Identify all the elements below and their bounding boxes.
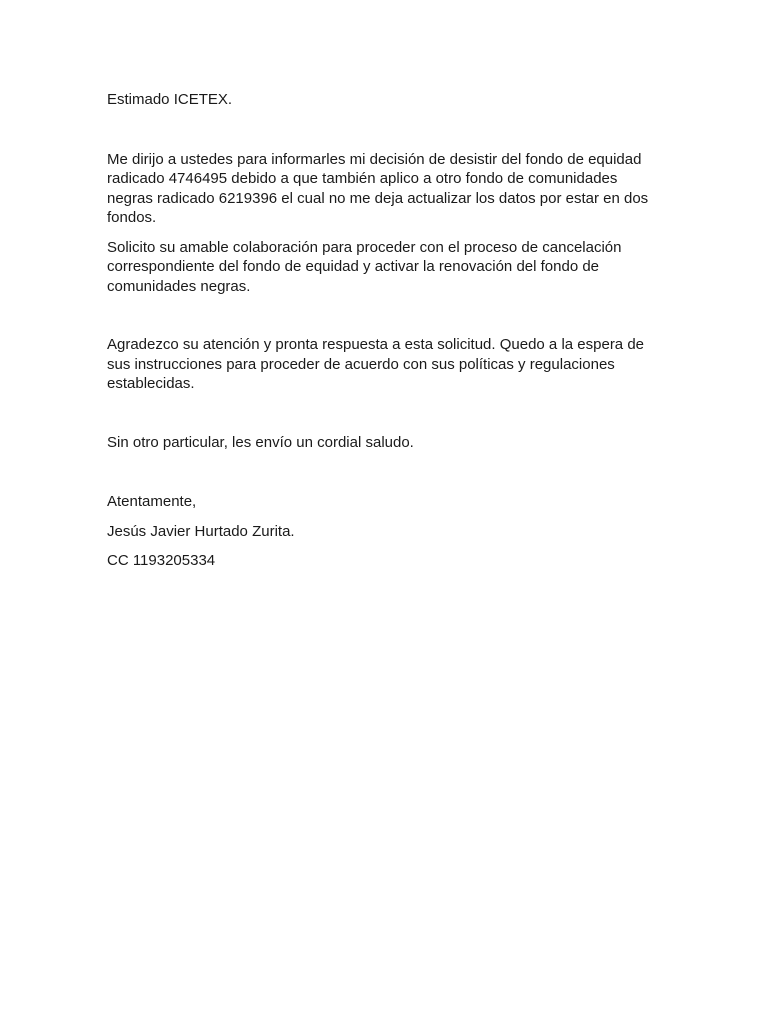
letter-paragraph-1: Me dirijo a ustedes para informarles mi decisión de desistir del fondo de equidad radicado 4746495 debido a que también aplico a otro fondo de comunidades negras radicado 6219396 el cual no me deja actualizar los datos por estar en dos fondos. bbox=[107, 150, 649, 226]
letter-sign-off: Atentamente, bbox=[107, 493, 197, 510]
letter-closing-line: Sin otro particular, les envío un cordial saludo. bbox=[107, 433, 414, 451]
signer-name: Jesús Javier Hurtado Zurita. bbox=[107, 522, 295, 540]
letter-body bbox=[107, 90, 657, 571]
signer-id: CC 1193205334 bbox=[107, 552, 216, 569]
letter-paragraph-3: Agradezco su atención y pronta respuesta a esta solicitud. Quedo a la espera de sus instrucciones para proceder de acuerdo con sus políticas y regulaciones establecidas. bbox=[107, 336, 645, 392]
letter-paragraph-2: Solicito su amable colaboración para proceder con el proceso de cancelación correspondiente del fondo de equidad y activar la renovación del fondo de comunidades negras. bbox=[107, 238, 622, 295]
letter-greeting: Estimado ICETEX. bbox=[107, 91, 233, 108]
